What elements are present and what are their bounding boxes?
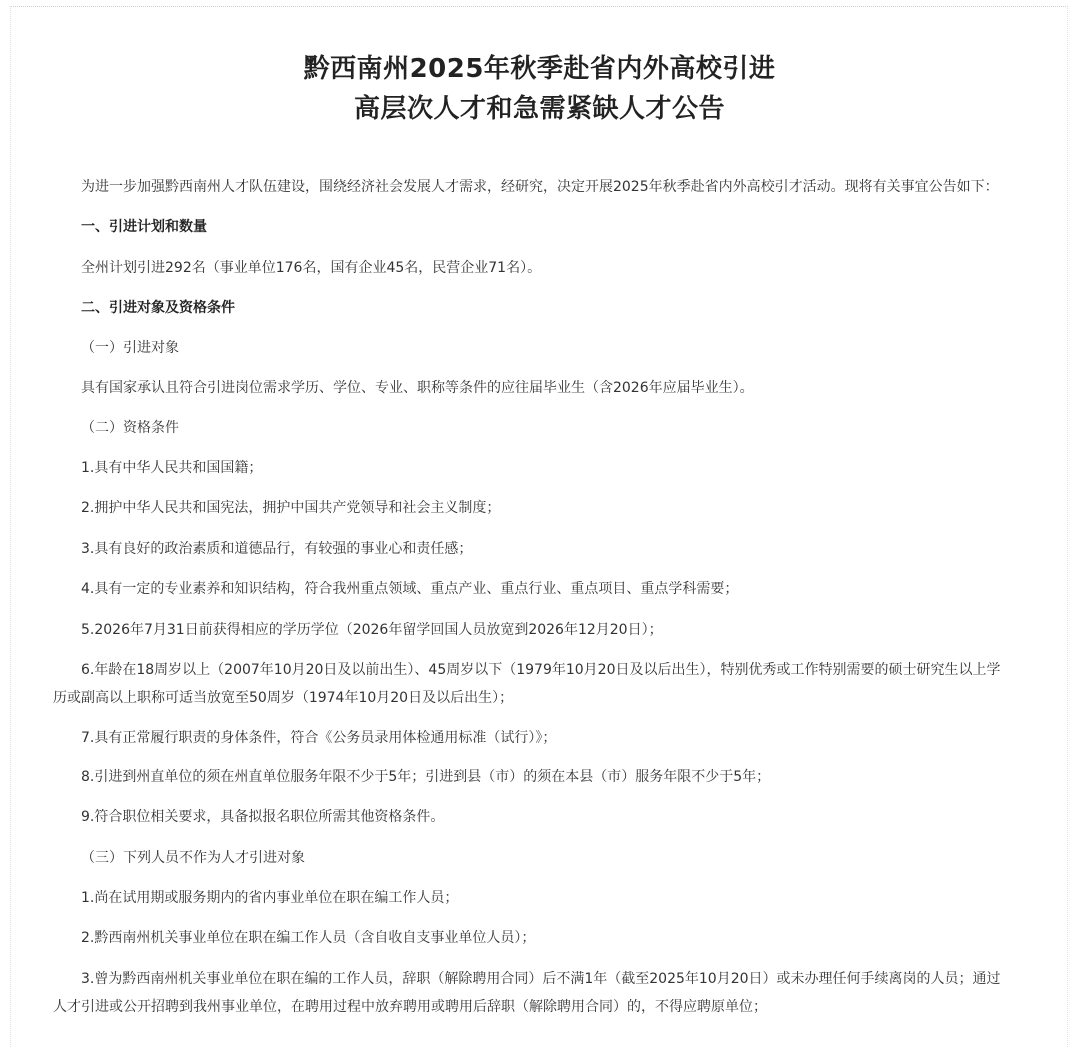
qualification-item-8: 8.引进到州直单位的须在州直单位服务年限不少于5年；引进到县（市）的须在本县（市）服务年限不少于5年；	[81, 769, 771, 785]
subsection-2-heading: （二）资格条件	[81, 420, 179, 436]
qualification-item-2: 2.拥护中华人民共和国宪法，拥护中国共产党领导和社会主义制度；	[81, 500, 501, 516]
qualification-item-4: 4.具有一定的专业素养和知识结构，符合我州重点领域、重点产业、重点行业、重点项目、重点学科需要；	[81, 581, 739, 597]
subsection-1-text: 具有国家承认且符合引进岗位需求学历、学位、专业、职称等条件的应往届毕业生（含2026年应届毕业生）。	[81, 380, 754, 396]
page-title-line-1: 黔西南州2025年秋季赴省内外高校引进	[303, 54, 776, 84]
qualification-item-9: 9.符合职位相关要求，具备拟报名职位所需其他资格条件。	[81, 809, 445, 825]
qualification-item-6: 6.年龄在18周岁以上（2007年10月20日及以前出生）、45周岁以下（1979年10月20日及以后出生），特别优秀或工作特别需要的硕士研究生以上学历或副高以上职称可适当放宽至50周岁（1974年10月20日及以后出生）；	[53, 662, 1001, 706]
section-1-heading: 一、引进计划和数量	[81, 219, 207, 235]
qualification-item-5: 5.2026年7月31日前获得相应的学历学位（2026年留学回国人员放宽到2026年12月20日）；	[81, 622, 663, 638]
intro-paragraph: 为进一步加强黔西南州人才队伍建设，围绕经济社会发展人才需求，经研究，决定开展2025年秋季赴省内外高校引才活动。现将有关事宜公告如下：	[81, 179, 999, 195]
subsection-1-heading: （一）引进对象	[81, 340, 179, 356]
page-title-line-2: 高层次人才和急需紧缺人才公告	[353, 94, 725, 124]
exclusion-item-2: 2.黔西南州机关事业单位在职在编工作人员（含自收自支事业单位人员）；	[81, 930, 536, 946]
section-1-text: 全州计划引进292名（事业单位176名，国有企业45名，民营企业71名）。	[81, 260, 542, 276]
subsection-3-heading: （三）下列人员不作为人才引进对象	[81, 850, 305, 866]
qualification-item-3: 3.具有良好的政治素质和道德品行，有较强的事业心和责任感；	[81, 541, 473, 557]
qualification-item-1: 1.具有中华人民共和国国籍；	[81, 460, 263, 476]
exclusion-item-3: 3.曾为黔西南州机关事业单位在职在编的工作人员，辞职（解除聘用合同）后不满1年（截至2025年10月20日）或未办理任何手续离岗的人员；通过人才引进或公开招聘到我州事业单位，在聘用过程中放弃聘用或聘用后辞职（解除聘用合同）的，不得应聘原单位；	[53, 971, 1001, 1015]
section-2-heading: 二、引进对象及资格条件	[81, 300, 235, 316]
exclusion-item-1: 1.尚在试用期或服务期内的省内事业单位在职在编工作人员；	[81, 890, 459, 906]
qualification-item-7: 7.具有正常履行职责的身体条件，符合《公务员录用体检通用标准（试行）》；	[81, 730, 557, 746]
